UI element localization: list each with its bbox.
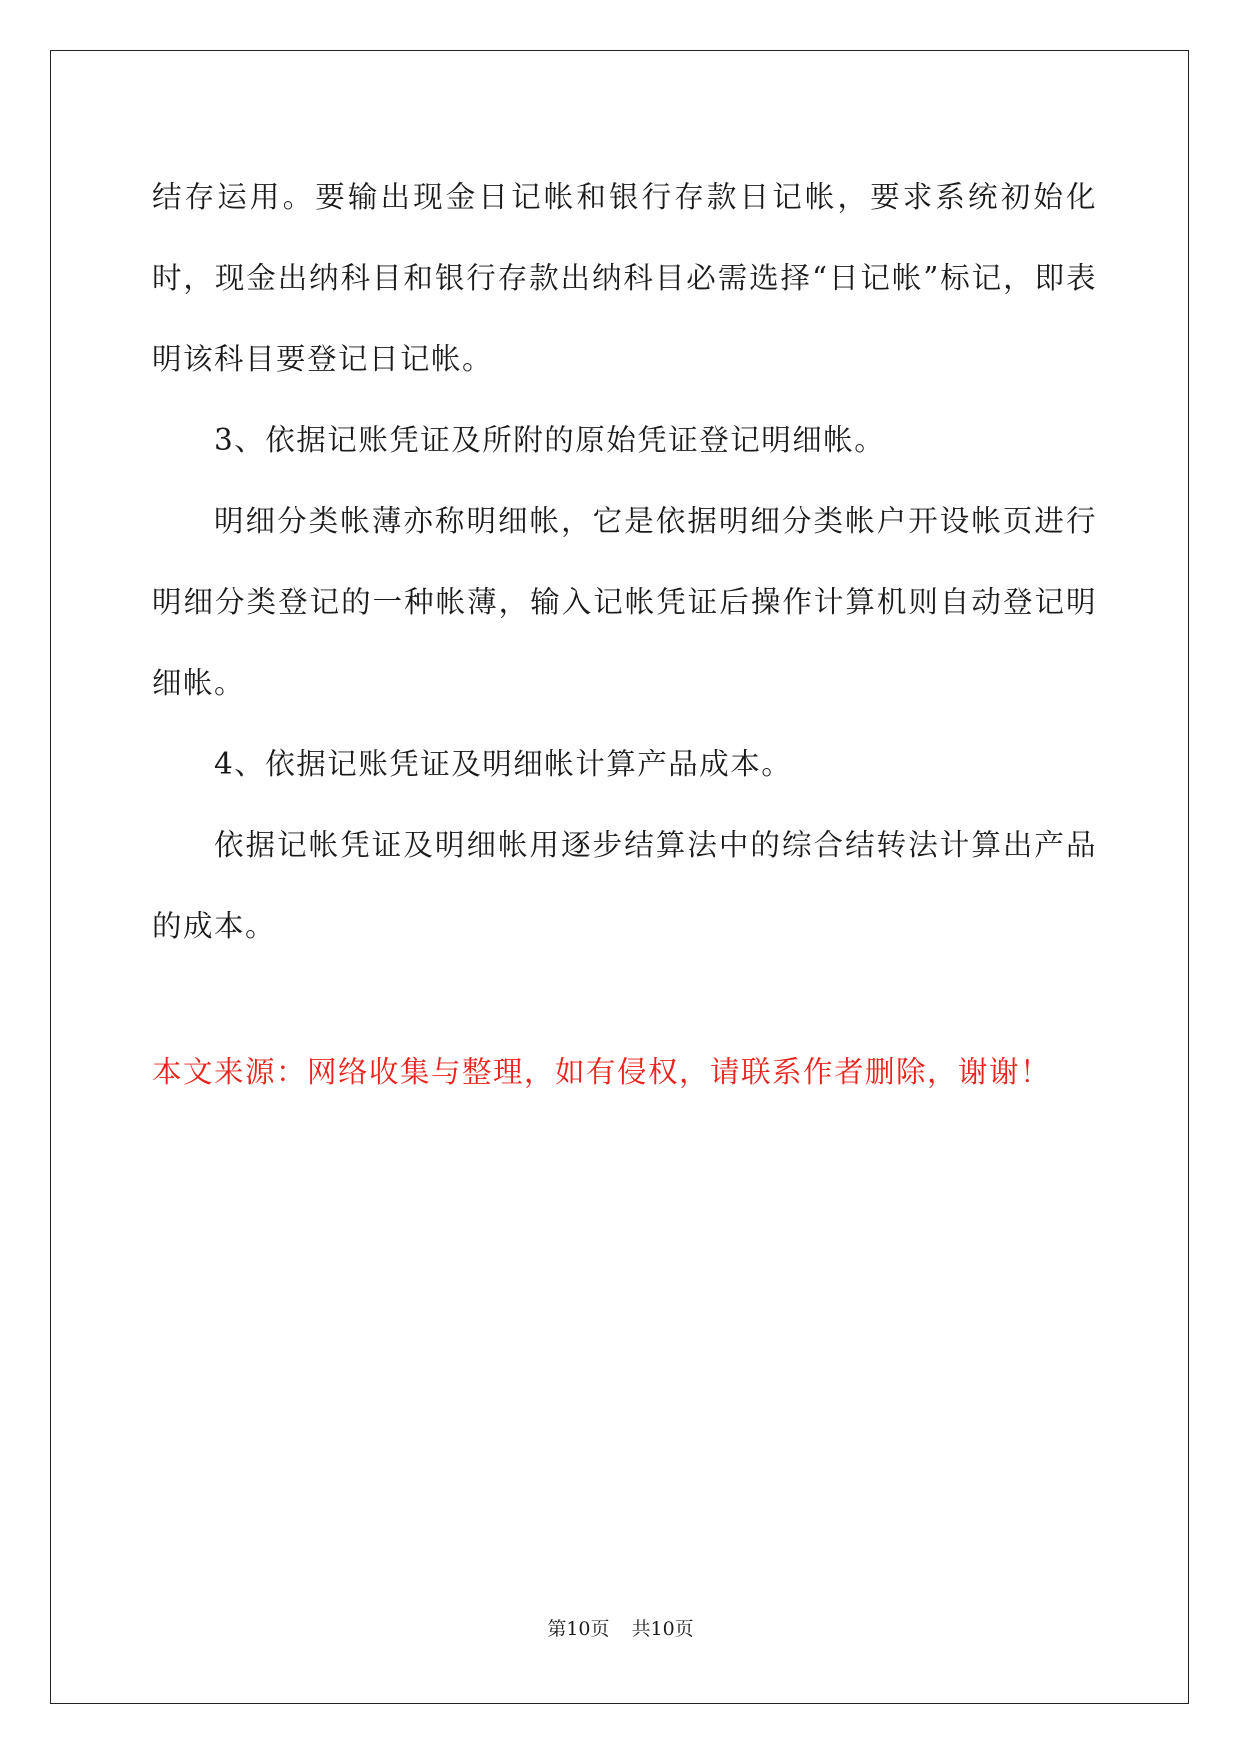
page-total: 共10页: [631, 1618, 694, 1640]
paragraph: 结存运用。要输出现金日记帐和银行存款日记帐，要求系统初始化时，现金出纳科目和银行存款出纳科目必需选择“日记帐”标记，即表明该科目要登记日记帐。: [152, 180, 1097, 376]
page-number: 第10页: [547, 1618, 610, 1640]
paragraph: 依据记帐凭证及明细帐用逐步结算法中的综合结转法计算出产品的成本。: [152, 828, 1097, 943]
document-body: [152, 157, 1097, 967]
page-footer: [0, 1617, 1241, 1641]
paragraph: 3、依据记账凭证及所附的原始凭证登记明细帐。: [214, 423, 886, 457]
paragraph: 明细分类帐薄亦称明细帐，它是依据明细分类帐户开设帐页进行明细分类登记的一种帐薄，输入记帐凭证后操作计算机则自动登记明细帐。: [152, 504, 1097, 700]
paragraph: 4、依据记账凭证及明细帐计算产品成本。: [214, 747, 793, 781]
source-note: 本文来源：网络收集与整理，如有侵权，请联系作者删除，谢谢！: [152, 1055, 1052, 1089]
